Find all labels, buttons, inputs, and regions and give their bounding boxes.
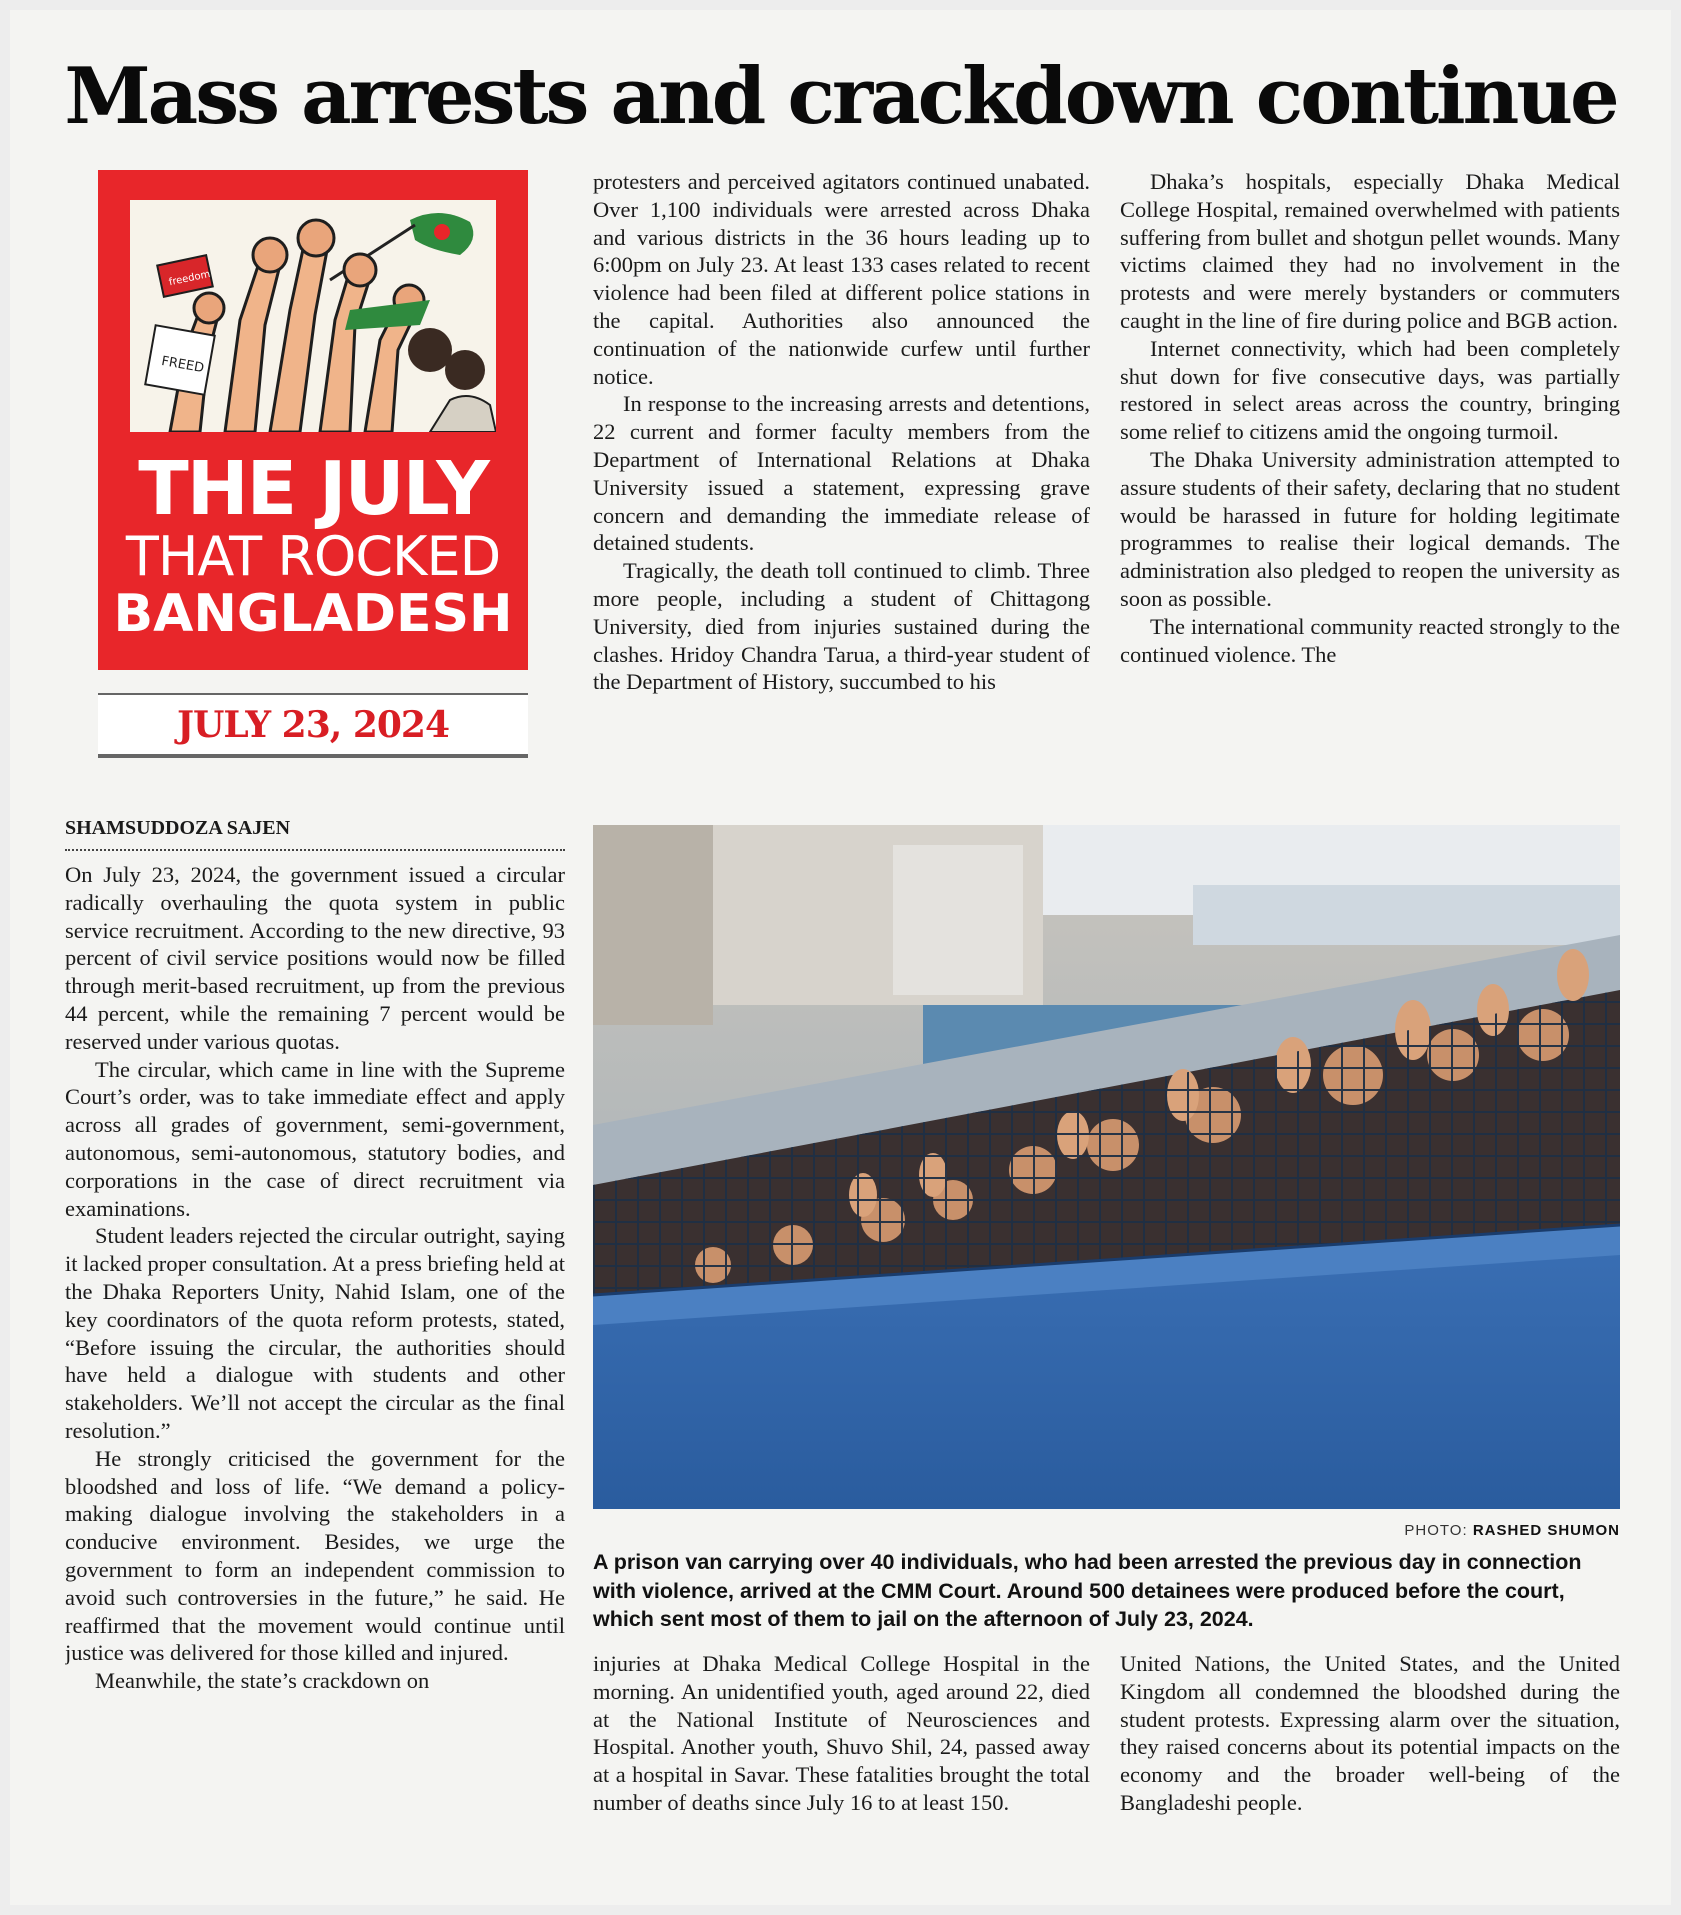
article-column-3 (1120, 168, 1620, 783)
paragraph: injuries at Dhaka Medical College Hospital in the morning. An unidentified youth, aged around 22, died at the National Institute of Neurosciences and Hospital. Another youth, Shuvo Shil, 24, passed away at a hospital in Savar. These fatalities brought the total number of deaths since July 16 to at least 150. (593, 1651, 1090, 1815)
paragraph: He strongly criticised the government for the bloodshed and loss of life. “We demand a policy-making dialogue involving the stakeholders in a conducive environment. Besides, we urge the government to form an independent commission to avoid such controversies in the future,” he said. He reaffirmed that the movement would continue until justice was delivered for those killed and injured. (65, 1445, 565, 1666)
paragraph: Meanwhile, the state’s crackdown on (95, 1668, 430, 1694)
headline: Mass arrests and crackdown continue (64, 51, 1617, 142)
paragraph: The Dhaka University administration attempted to assure students of their safety, declaring that no student would be harassed in future for holding legitimate programmes to realise their logical demands. The administration also pledged to reopen the university as soon as possible. (1120, 446, 1620, 611)
paragraph: Internet connectivity, which had been completely shut down for five consecutive days, was partially restored in select areas across the country, bringing some relief to citizens amid the ongoing turmoil. (1120, 335, 1620, 445)
byline: SHAMSUDDOZA SAJEN (65, 815, 565, 851)
article-column-1 (65, 861, 565, 1876)
article-column-2 (593, 168, 1090, 783)
photo-credit-label: PHOTO: (1404, 1522, 1468, 1539)
protest-illustration-drawing (130, 200, 496, 432)
illustration-sign-2: FREED (160, 353, 206, 377)
illustration-sign-1: freedom (167, 268, 212, 289)
dateline: JULY 23, 2024 (98, 693, 528, 758)
photo-credit (593, 1522, 1620, 1539)
article-column-4 (593, 1650, 1090, 1880)
paragraph: The circular, which came in line with the Supreme Court’s order, was to take immediate effect and apply across all grades of government, semi-government, autonomous, semi-autonomous, statutory bodies, and corporations in the case of direct recruitment via examinations. (65, 1056, 565, 1221)
photo-caption: A prison van carrying over 40 individuals, who had been arrested the previous day in connection with violence, arrived at the CMM Court. Around 500 detainees were produced before the court, which sent most of them to jail on the afternoon of July 23, 2024. (593, 1550, 1582, 1631)
newspaper-page (10, 10, 1671, 1905)
paragraph: On July 23, 2024, the government issued a circular radically overhauling the quota system in public service recruitment. According to the new directive, 93 percent of civil service positions would now be filled through merit-based recruitment, up from the previous 44 percent, while the remaining 7 percent would be reserved under various quotas. (65, 862, 565, 1054)
article-column-5 (1120, 1650, 1620, 1880)
paragraph: The international community reacted strongly to the continued violence. The (1120, 613, 1620, 667)
prison-van-photo (593, 825, 1620, 1509)
prison-van-photo-drawing (593, 825, 1620, 1509)
photo-credit-name: RASHED SHUMON (1472, 1522, 1620, 1539)
paragraph: In response to the increasing arrests and detentions, 22 current and former faculty members from the Department of International Relations at Dhaka University issued a statement, expressing grave concern and demanding the immediate release of detained students. (593, 391, 1090, 556)
paragraph: United Nations, the United States, and the United Kingdom all condemned the bloodshed during the student protests. Expressing alarm over the situation, they raised concerns about its potential impacts on the economy and the broader well-being of the Bangladeshi people. (1120, 1651, 1620, 1815)
series-banner (98, 170, 528, 670)
paragraph: protesters and perceived agitators continued unabated. Over 1,100 individuals were arrested across Dhaka and various districts in the 36 hours leading up to 6:00pm on July 23. At least 133 cases related to recent violence had been filed at different police stations in the capital. Authorities also announced the continuation of the nationwide curfew until further notice. (593, 169, 1090, 389)
banner-line-1: THE JULY (138, 446, 488, 532)
banner-line-3: BANGLADESH (113, 584, 513, 644)
banner-line-2: THAT ROCKED (125, 525, 501, 588)
paragraph: Tragically, the death toll continued to climb. Three more people, including a student of Chittagong University, died from injuries sustained during the clashes. Hridoy Chandra Tarua, a third-year student of the Department of History, succumbed to his (593, 558, 1090, 695)
paragraph: Student leaders rejected the circular outright, saying it lacked proper consultation. At a press briefing held at the Dhaka Reporters Unity, Nahid Islam, one of the key coordinators of the quota reform protests, stated, “Before issuing the circular, the authorities should have held a dialogue with students and other stakeholders. We’ll not accept the circular as the final resolution.” (65, 1223, 565, 1443)
paragraph: Dhaka’s hospitals, especially Dhaka Medical College Hospital, remained overwhelmed with patients suffering from bullet and shotgun pellet wounds. Many victims claimed they had no involvement in the protests and were merely bystanders or commuters caught in the line of fire during police and BGB action. (1120, 169, 1620, 333)
protest-illustration (130, 200, 496, 432)
